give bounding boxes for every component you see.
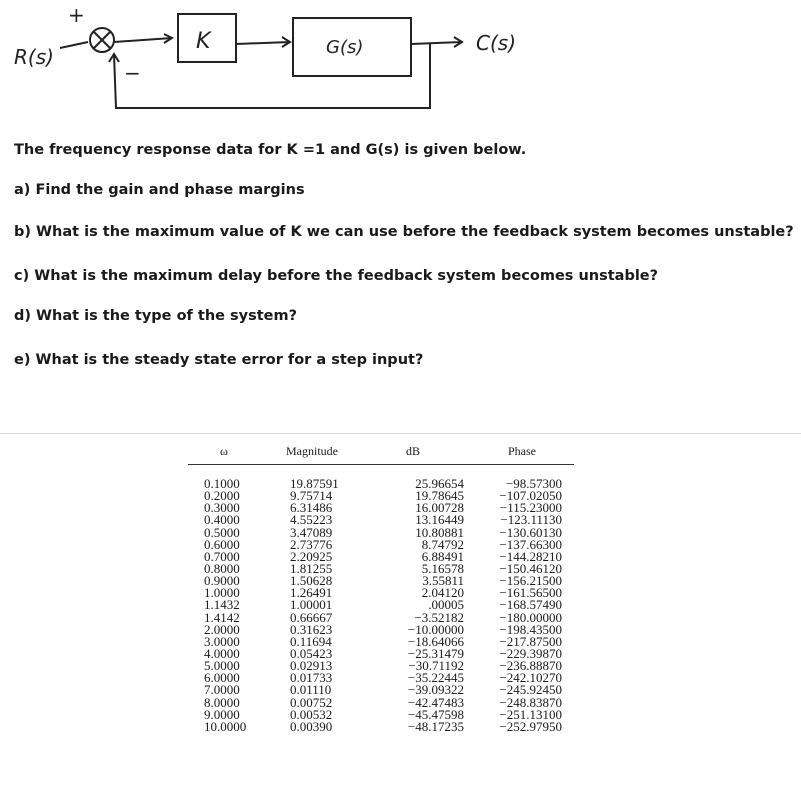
magnitude-cell: 0.01733: [290, 670, 333, 686]
omega-cell: 1.1432: [204, 597, 240, 613]
omega-cell: 1.4142: [204, 609, 240, 625]
omega-cell: 0.9000: [204, 573, 240, 589]
k-block-label: K: [196, 29, 211, 54]
db-cell: −3.52182: [414, 609, 464, 625]
magnitude-cell: 0.00532: [290, 706, 333, 722]
omega-cell: 0.3000: [204, 500, 240, 516]
omega-cell: 0.7000: [204, 548, 240, 564]
magnitude-cell: 0.00390: [290, 718, 333, 734]
db-cell: 16.00728: [415, 500, 464, 516]
phase-cell: −245.92450: [499, 682, 562, 698]
omega-cell: 0.6000: [204, 536, 240, 552]
omega-cell: 5.0000: [204, 658, 240, 674]
magnitude-cell: 1.26491: [290, 585, 333, 601]
phase-cell: −180.00000: [499, 609, 562, 625]
db-cell: 5.16578: [421, 560, 464, 576]
header-omega: ω: [220, 444, 228, 458]
magnitude-cell: 19.87591: [290, 476, 339, 491]
magnitude-cell: 0.31623: [290, 621, 333, 637]
phase-cell: −137.66300: [499, 536, 562, 552]
phase-cell: −168.57490: [499, 597, 562, 613]
output-arrow: [411, 37, 462, 47]
omega-cell: 0.4000: [204, 512, 240, 528]
db-cell: −18.64066: [407, 633, 464, 649]
db-cell: −45.47598: [407, 706, 464, 722]
omega-cell: 2.0000: [204, 621, 240, 637]
minus-sign: −: [124, 61, 141, 85]
input-arrow: [60, 42, 88, 48]
db-cell: .00005: [428, 597, 464, 613]
k-to-g-arrow: [236, 37, 290, 47]
question-c: c) What is the maximum delay before the feedback system becomes unstable?: [14, 268, 659, 284]
omega-cell: 1.0000: [204, 585, 240, 601]
phase-cell: −217.87500: [499, 633, 562, 649]
sum-to-k-arrow: [114, 34, 172, 43]
db-cell: −48.17235: [407, 718, 464, 734]
magnitude-cell: 0.02913: [290, 658, 333, 674]
magnitude-cell: 0.05423: [290, 645, 333, 661]
magnitude-cell: 1.00001: [290, 597, 333, 613]
db-cell: −30.71192: [408, 658, 464, 674]
phase-cell: −156.21500: [499, 573, 562, 589]
feedback-block-diagram: [0, 0, 801, 120]
omega-cell: 10.0000: [204, 718, 247, 734]
db-cell: 2.04120: [421, 585, 464, 601]
db-cell: −10.00000: [407, 621, 464, 637]
phase-cell: −144.28210: [499, 548, 562, 564]
magnitude-cell: 1.81255: [290, 560, 333, 576]
phase-cell: −242.10270: [499, 670, 562, 686]
column-phase: [476, 478, 562, 733]
db-cell: 10.80881: [415, 524, 464, 540]
magnitude-cell: 2.73776: [290, 536, 333, 552]
omega-cell: 6.0000: [204, 670, 240, 686]
phase-cell: −229.39870: [499, 645, 562, 661]
omega-cell: 8.0000: [204, 694, 240, 710]
db-cell: −39.09322: [407, 682, 464, 698]
column-db: [384, 478, 464, 733]
question-a: a) Find the gain and phase margins: [14, 182, 305, 198]
phase-cell: −198.43500: [499, 621, 562, 637]
phase-cell: −115.23000: [499, 500, 562, 516]
magnitude-cell: 0.11694: [290, 633, 332, 649]
phase-cell: −130.60130: [499, 524, 562, 540]
plus-sign: +: [68, 3, 85, 27]
omega-cell: 0.2000: [204, 488, 240, 504]
magnitude-cell: 0.01110: [290, 682, 332, 698]
db-cell: 25.96654: [415, 476, 464, 491]
omega-cell: 0.5000: [204, 524, 240, 540]
magnitude-cell: 2.20925: [290, 548, 333, 564]
header-db: dB: [406, 444, 421, 458]
g-block-label: G(s): [326, 37, 364, 58]
db-cell: 8.74792: [421, 536, 464, 552]
page-divider: [0, 433, 801, 434]
header-rule: [188, 464, 574, 465]
phase-cell: −251.13100: [499, 706, 562, 722]
db-cell: −42.47483: [407, 694, 464, 710]
column-omega: [204, 478, 246, 733]
magnitude-cell: 0.66667: [290, 609, 333, 625]
phase-cell: −236.88870: [499, 658, 562, 674]
header-magnitude: Magnitude: [286, 444, 338, 458]
intro-text: The frequency response data for K =1 and G(s) is given below.: [14, 142, 527, 158]
omega-cell: 7.0000: [204, 682, 240, 698]
phase-cell: −123.11130: [500, 512, 562, 528]
phase-cell: −150.46120: [499, 560, 562, 576]
db-cell: 3.55811: [422, 573, 464, 589]
input-label: R(s): [14, 45, 54, 69]
omega-cell: 4.0000: [204, 645, 240, 661]
magnitude-cell: 6.31486: [290, 500, 333, 516]
question-d: d) What is the type of the system?: [14, 308, 298, 324]
phase-cell: −161.56500: [499, 585, 562, 601]
magnitude-cell: 0.00752: [290, 694, 333, 710]
omega-cell: 0.1000: [204, 476, 240, 491]
db-cell: 19.78645: [415, 488, 464, 504]
magnitude-cell: 4.55223: [290, 512, 333, 528]
magnitude-cell: 9.75714: [290, 488, 333, 504]
phase-cell: −252.97950: [499, 718, 562, 734]
db-cell: 6.88491: [421, 548, 464, 564]
db-cell: 13.16449: [415, 512, 464, 528]
db-cell: −25.31479: [407, 645, 464, 661]
summing-junction: [90, 28, 114, 52]
column-magnitude: [290, 478, 339, 733]
header-phase: Phase: [508, 444, 536, 458]
db-cell: −35.22445: [407, 670, 464, 686]
omega-cell: 9.0000: [204, 706, 240, 722]
phase-cell: −98.57300: [505, 476, 562, 491]
magnitude-cell: 3.47089: [290, 524, 333, 540]
magnitude-cell: 1.50628: [290, 573, 333, 589]
omega-cell: 0.8000: [204, 560, 240, 576]
omega-cell: 3.0000: [204, 633, 240, 649]
frequency-response-table: [188, 440, 574, 800]
output-label: C(s): [476, 31, 516, 55]
phase-cell: −107.02050: [499, 488, 562, 504]
phase-cell: −248.83870: [499, 694, 562, 710]
question-e: e) What is the steady state error for a step input?: [14, 352, 424, 368]
question-b: b) What is the maximum value of K we can use before the feedback system becomes unstable?: [14, 224, 794, 240]
